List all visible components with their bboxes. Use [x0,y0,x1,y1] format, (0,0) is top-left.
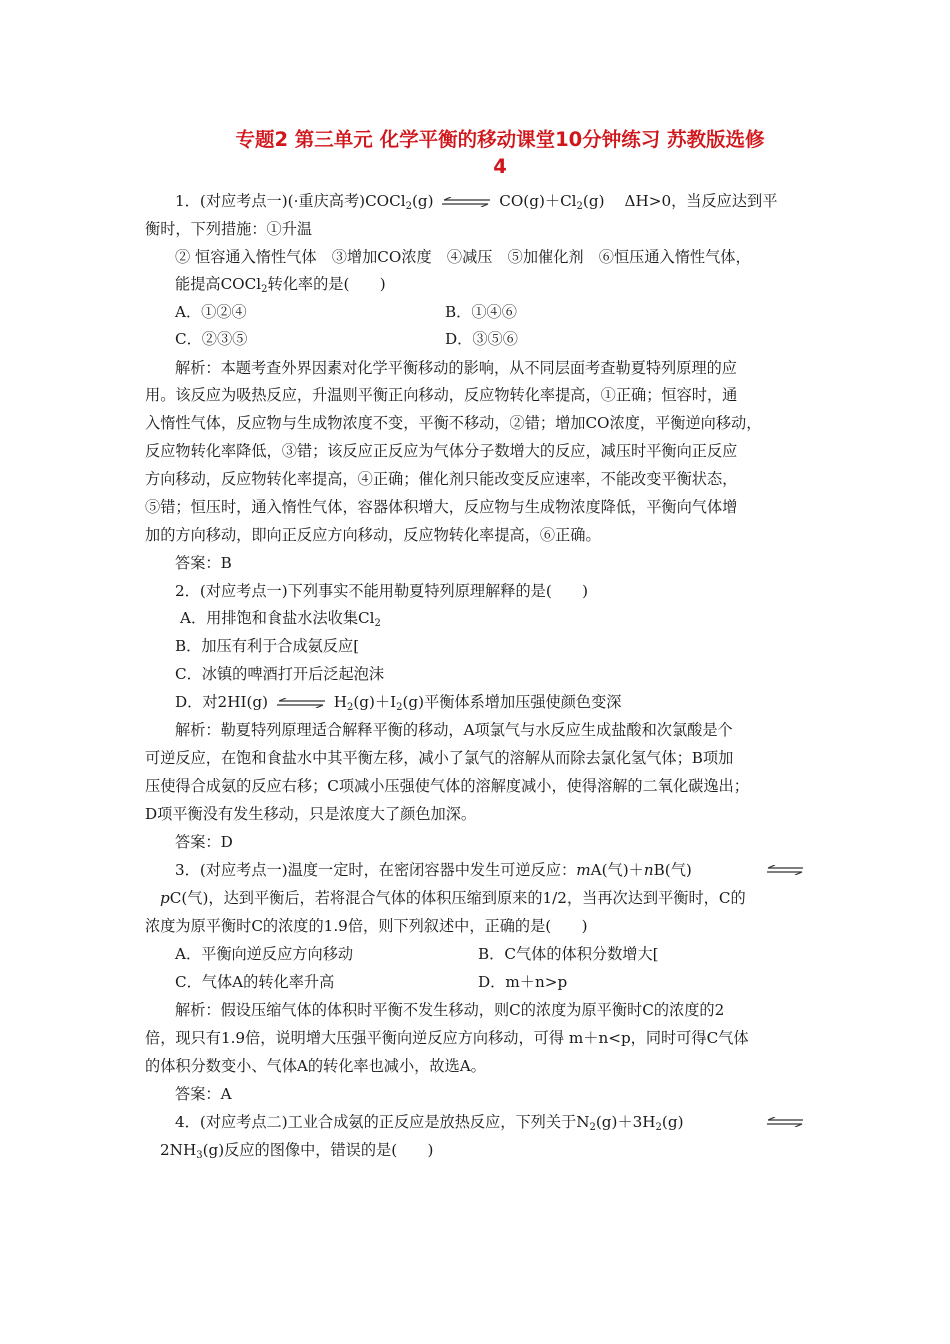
q1-explanation-line: 方向移动，反应物转化率提高，④正确；催化剂只能改变反应速率，不能改变平衡状态， [145,470,738,488]
q1-answer: 答案：B [175,554,232,572]
q1-explanation-line: 加的方向移动，即向正反应方向移动，反应物转化率提高，⑥正确。 [145,526,601,544]
q1-explanation-line: 解析：本题考查外界因素对化学平衡移动的影响，从不同层面考查勒夏特列原理的应 [175,359,737,377]
q3-option-b: B．C气体的体积分数增大[ [478,945,659,963]
q1-option-a: A．①②④ [175,303,247,321]
q3-explanation-line: 的体积分数变小、气体A的转化率也减小，故选A。 [145,1057,486,1075]
q3-option-a: A．平衡向逆反应方向移动 [175,945,354,963]
q1-option-c: C．②③⑤ [175,330,248,348]
q1-explanation-line: ⑤错；恒压时，通入惰性气体，容器体积增大，反应物与生成物浓度降低，平衡向气体增 [145,498,738,516]
q1-explanation-line: 用。该反应为吸热反应，升温则平衡正向移动，反应物转化率提高，①正确；恒容时，通 [145,386,738,404]
q3-stem-line2: pC(气)，达到平衡后，若将混合气体的体积压缩到原来的1/2，当再次达到平衡时，C的 [160,889,746,907]
q2-answer: 答案：D [175,833,233,851]
q1-explanation-line: 入惰性气体，反应物与生成物浓度不变，平衡不移动，②错；增加CO浓度，平衡逆向移动， [145,414,762,432]
q2-explanation-line: 解析：勒夏特列原理适合解释平衡的移动，A项氯气与水反应生成盐酸和次氯酸是个 [175,721,733,739]
q1-stem-line2: 衡时，下列措施：①升温 [145,220,313,238]
q1-stem-line1: 1．(对应考点一)(·重庆高考)COCl$_2$(g) $CO(g)+Cl_2(g)$ ΔH>0，当反应达到平 [175,192,778,212]
q3-option-c: C．气体A的转化率升高 [175,973,335,991]
q1-stem-line3: ② 恒容通入惰性气体 ③增加CO浓度 ④减压 ⑤加催化剂 ⑥恒压通入惰性气体， [175,248,751,266]
q2-explanation-line: 可逆反应，在饱和食盐水中其平衡左移，减小了氯气的溶解从而除去氯化氢气体；B项加 [145,749,734,767]
q1-stem-line4: 能提高COCl$_2$转化率的是( ) [175,275,386,295]
q3-answer: 答案：A [175,1085,232,1103]
q3-option-d: D．m＋n>p [478,973,568,991]
q2-explanation-line: 压使得合成氨的反应右移；C项减小压强使气体的溶解度减小，使得溶解的二氧化碳逸出； [145,777,749,795]
page-title-continued: 4 [493,155,507,178]
equilibrium-arrow-icon [440,197,492,207]
q2-stem: 2．(对应考点一)下列事实不能用勒夏特列原理解释的是( ) [175,582,589,600]
q3-explanation-line: 解析：假设压缩气体的体积时平衡不发生移动，则C的浓度为原平衡时C的浓度的2 [175,1001,725,1019]
q3-explanation-line: 倍，现只有1.9倍，说明增大压强平衡向逆反应方向移动，可得 m＋n<p，同时可得C气体 [145,1029,749,1047]
page-title: 专题2 第三单元 化学平衡的移动课堂10分钟练习 苏教版选修 [235,128,765,151]
q3-stem-line1: 3．(对应考点一)温度一定时，在密闭容器中发生可逆反应：mA(气)＋nB(气) [175,861,692,879]
q2-option-b: B．加压有利于合成氨反应[ [175,637,360,655]
q4-stem-line2: $2NH_3(g)$反应的图像中，错误的是( ) [160,1141,434,1161]
q1-option-d: D．③⑤⑥ [445,330,518,348]
q4-stem-line1: 4．(对应考点二)工业合成氨的正反应是放热反应，下列关于$N_2(g)+3H_2(g)$ [175,1113,684,1133]
equilibrium-arrow-icon [765,865,805,875]
q2-option-d: D．对2HI(g) $H_2(g)+I_2(g)$平衡体系增加压强使颜色变深 [175,693,622,713]
q1-option-b: B．①④⑥ [445,303,517,321]
q2-option-c: C．冰镇的啤酒打开后泛起泡沫 [175,665,385,683]
q2-option-a: A．用排饱和食盐水法收集$Cl_2$ [180,609,381,629]
q1-explanation-line: 反应物转化率降低，③错；该反应正反应为气体分子数增大的反应，减压时平衡向正反应 [145,442,738,460]
q2-explanation-line: D项平衡没有发生移动，只是浓度大了颜色加深。 [145,805,477,823]
q3-stem-line3: 浓度为原平衡时C的浓度的1.9倍，则下列叙述中，正确的是( ) [145,917,588,935]
equilibrium-arrow-icon [275,698,327,708]
equilibrium-arrow-icon [765,1117,805,1127]
